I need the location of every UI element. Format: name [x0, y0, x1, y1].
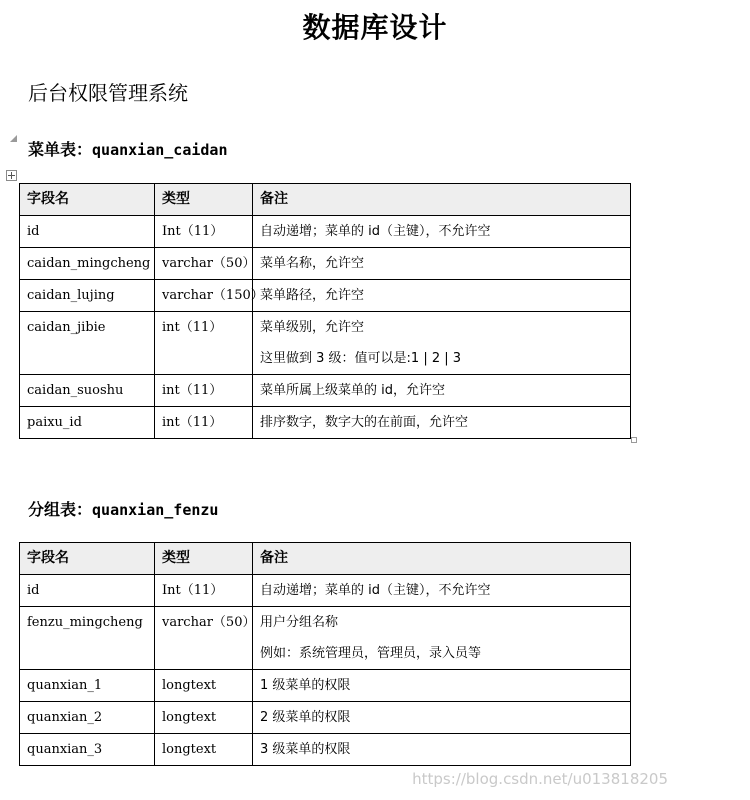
column-header-notes: 备注 — [253, 543, 631, 575]
field-type-cell: varchar（150） — [155, 280, 253, 312]
field-type-cell: Int（11） — [155, 216, 253, 248]
notes-line: 3 级菜单的权限 — [260, 742, 351, 757]
section-heading-caidan — [28, 137, 227, 160]
field-name-cell: quanxian_3 — [20, 734, 155, 766]
collapse-triangle-icon[interactable] — [10, 135, 17, 142]
fenzu-table — [19, 542, 631, 766]
notes-line: 用户分组名称 — [260, 615, 339, 630]
field-type-cell: longtext — [155, 734, 253, 766]
field-notes-cell — [253, 312, 631, 375]
notes-line: 自动递增；菜单的 id（主键），不允许空 — [260, 224, 491, 239]
section-heading-prefix: 分组表： — [28, 500, 93, 519]
field-notes-cell — [253, 702, 631, 734]
notes-line: 这里做到 3 级：值可以是:1 | 2 | 3 — [260, 351, 462, 366]
section-heading-table-name: quanxian_fenzu — [92, 501, 219, 519]
field-name-cell: paixu_id — [20, 407, 155, 439]
notes-line: 例如：系统管理员，管理员，录入员等 — [260, 646, 482, 661]
notes-line: 2 级菜单的权限 — [260, 710, 351, 725]
caidan-table — [19, 183, 631, 439]
field-notes-cell — [253, 575, 631, 607]
field-type-cell: varchar（50） — [155, 248, 253, 280]
table-row — [20, 734, 631, 766]
field-type-cell: longtext — [155, 702, 253, 734]
notes-line: 1 级菜单的权限 — [260, 678, 351, 693]
column-header-notes: 备注 — [253, 184, 631, 216]
field-name-cell: quanxian_2 — [20, 702, 155, 734]
field-type-cell: longtext — [155, 670, 253, 702]
field-name-cell: quanxian_1 — [20, 670, 155, 702]
field-notes-cell — [253, 280, 631, 312]
column-header-type: 类型 — [155, 184, 253, 216]
table-header-row — [20, 543, 631, 575]
watermark: https://blog.csdn.net/u013818205 — [412, 770, 668, 788]
document-subtitle: 后台权限管理系统 — [28, 81, 188, 105]
field-notes-cell — [253, 734, 631, 766]
table-row — [20, 702, 631, 734]
field-notes-cell — [253, 670, 631, 702]
notes-line: 排序数字，数字大的在前面，允许空 — [260, 415, 469, 430]
table-row — [20, 312, 631, 375]
section-heading-prefix: 菜单表： — [28, 140, 93, 159]
notes-line: 菜单级别，允许空 — [260, 320, 365, 335]
field-name-cell: caidan_lujing — [20, 280, 155, 312]
document-title: 数据库设计 — [302, 11, 448, 44]
table-row — [20, 375, 631, 407]
column-header-type: 类型 — [155, 543, 253, 575]
table-row — [20, 670, 631, 702]
field-notes-cell — [253, 375, 631, 407]
table-resize-handle-icon[interactable] — [631, 437, 637, 443]
field-name-cell: id — [20, 216, 155, 248]
table-move-handle-icon[interactable] — [6, 170, 17, 181]
column-header-field: 字段名 — [20, 543, 155, 575]
table-row — [20, 216, 631, 248]
notes-line: 自动递增；菜单的 id（主键），不允许空 — [260, 583, 491, 598]
table-row — [20, 407, 631, 439]
field-notes-cell — [253, 216, 631, 248]
table-row — [20, 248, 631, 280]
table-row — [20, 575, 631, 607]
field-notes-cell — [253, 248, 631, 280]
notes-line: 菜单所属上级菜单的 id，允许空 — [260, 383, 445, 398]
table-header-row — [20, 184, 631, 216]
field-name-cell: caidan_jibie — [20, 312, 155, 375]
field-type-cell: int（11） — [155, 312, 253, 375]
field-name-cell: fenzu_mingcheng — [20, 607, 155, 670]
field-type-cell: int（11） — [155, 407, 253, 439]
field-notes-cell — [253, 607, 631, 670]
field-name-cell: caidan_mingcheng — [20, 248, 155, 280]
table-row — [20, 280, 631, 312]
field-type-cell: varchar（50） — [155, 607, 253, 670]
table-row — [20, 607, 631, 670]
field-name-cell: id — [20, 575, 155, 607]
section-heading-table-name: quanxian_caidan — [92, 141, 228, 159]
field-name-cell: caidan_suoshu — [20, 375, 155, 407]
field-type-cell: Int（11） — [155, 575, 253, 607]
column-header-field: 字段名 — [20, 184, 155, 216]
field-notes-cell — [253, 407, 631, 439]
field-type-cell: int（11） — [155, 375, 253, 407]
section-heading-fenzu — [28, 497, 218, 520]
notes-line: 菜单路径，允许空 — [260, 288, 365, 303]
notes-line: 菜单名称，允许空 — [260, 256, 365, 271]
